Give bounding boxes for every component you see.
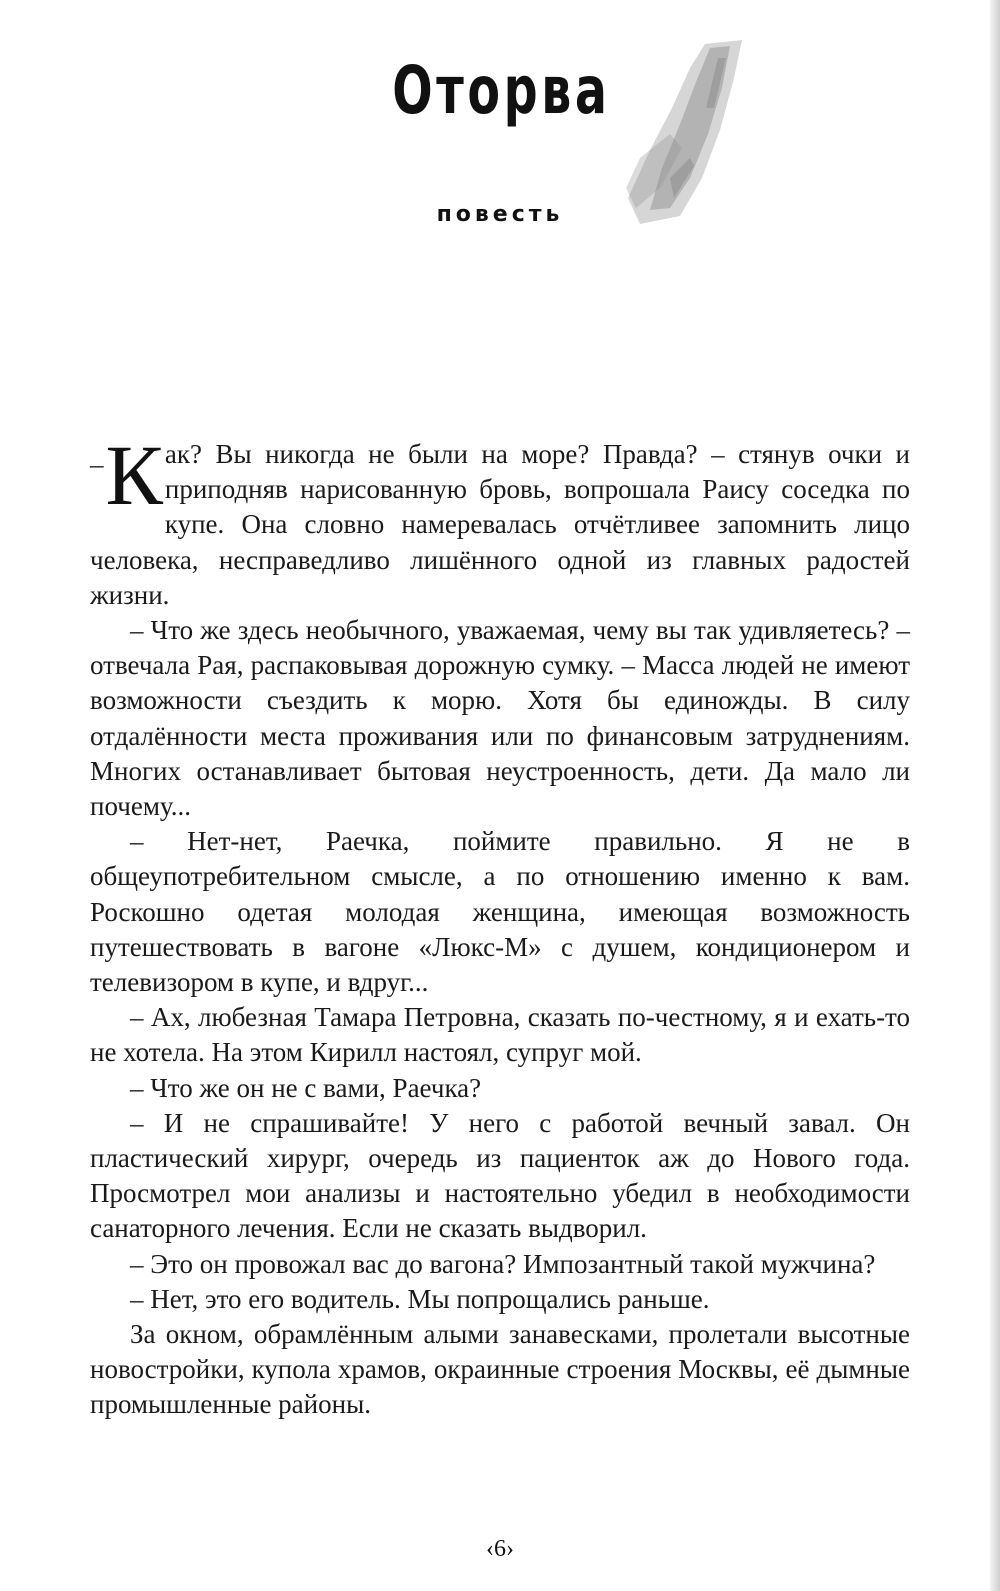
opening-dash: – (90, 449, 104, 479)
drop-cap: К (105, 427, 163, 523)
story-title: Оторва (392, 52, 611, 129)
page-edge (990, 0, 1000, 1591)
first-paragraph (90, 427, 910, 613)
page-number: ‹6› (486, 1536, 514, 1562)
paragraph: – Нет, это его водитель. Мы попрощались раньше. (130, 1283, 710, 1314)
paragraph: За окном, обрамлённым алыми занавесками, пролетали высотные новостройки, купола храмов, окраинные строения Москвы, её дымные промышленные районы. (90, 1319, 910, 1420)
paragraph: – И не спрашивайте! У него с работой вечный завал. Он пластический хирург, очередь из пациенток аж до Нового года. Просмотрел мои анализы и настоятельно убедил в необходимости санаторного лечения. Если не сказать выдворил. (90, 1107, 910, 1244)
story-subtitle: повесть (436, 202, 564, 227)
paragraph: – Это он провожал вас до вагона? Импозантный такой мужчина? (130, 1248, 876, 1279)
paragraph: – Ах, любезная Тамара Петровна, сказать по-честному, я и ехать-то не хотела. На этом Кирилл настоял, супруг мой. (90, 1002, 910, 1068)
paragraph: – Что же он не с вами, Раечка? (130, 1072, 482, 1103)
paragraph: – Что же здесь необычного, уважаемая, чему вы так удивляетесь? – отвечала Рая, распаковывая дорожную сумку. – Масса людей не имеют возможности съездить к морю. Хотя бы единожды. В силу отдалённости места проживания или по финансовым затруднениям. Многих останавливает бытовая неустроенность, дети. Да мало ли почему... (90, 615, 910, 822)
first-paragraph-text: ак? Вы никогда не были на море? Правда? – стянув очки и приподняв нарисованную бровь, вопрошала Раису соседка по купе. Она словно намеревалась отчётливее запомнить лицо человека, несправедливо лишённого одной из главных радостей жизни. (90, 439, 910, 610)
story-text (90, 427, 910, 1423)
paragraph: – Нет-нет, Раечка, поймите правильно. Я не в общеупотребительном смысле, а по отношению именно к вам. Роскошно одетая молодая женщина, имеющая возможность путешествовать в вагоне «Люкс-М» с душем, кондиционером и телевизором в купе, и вдруг... (90, 826, 910, 998)
